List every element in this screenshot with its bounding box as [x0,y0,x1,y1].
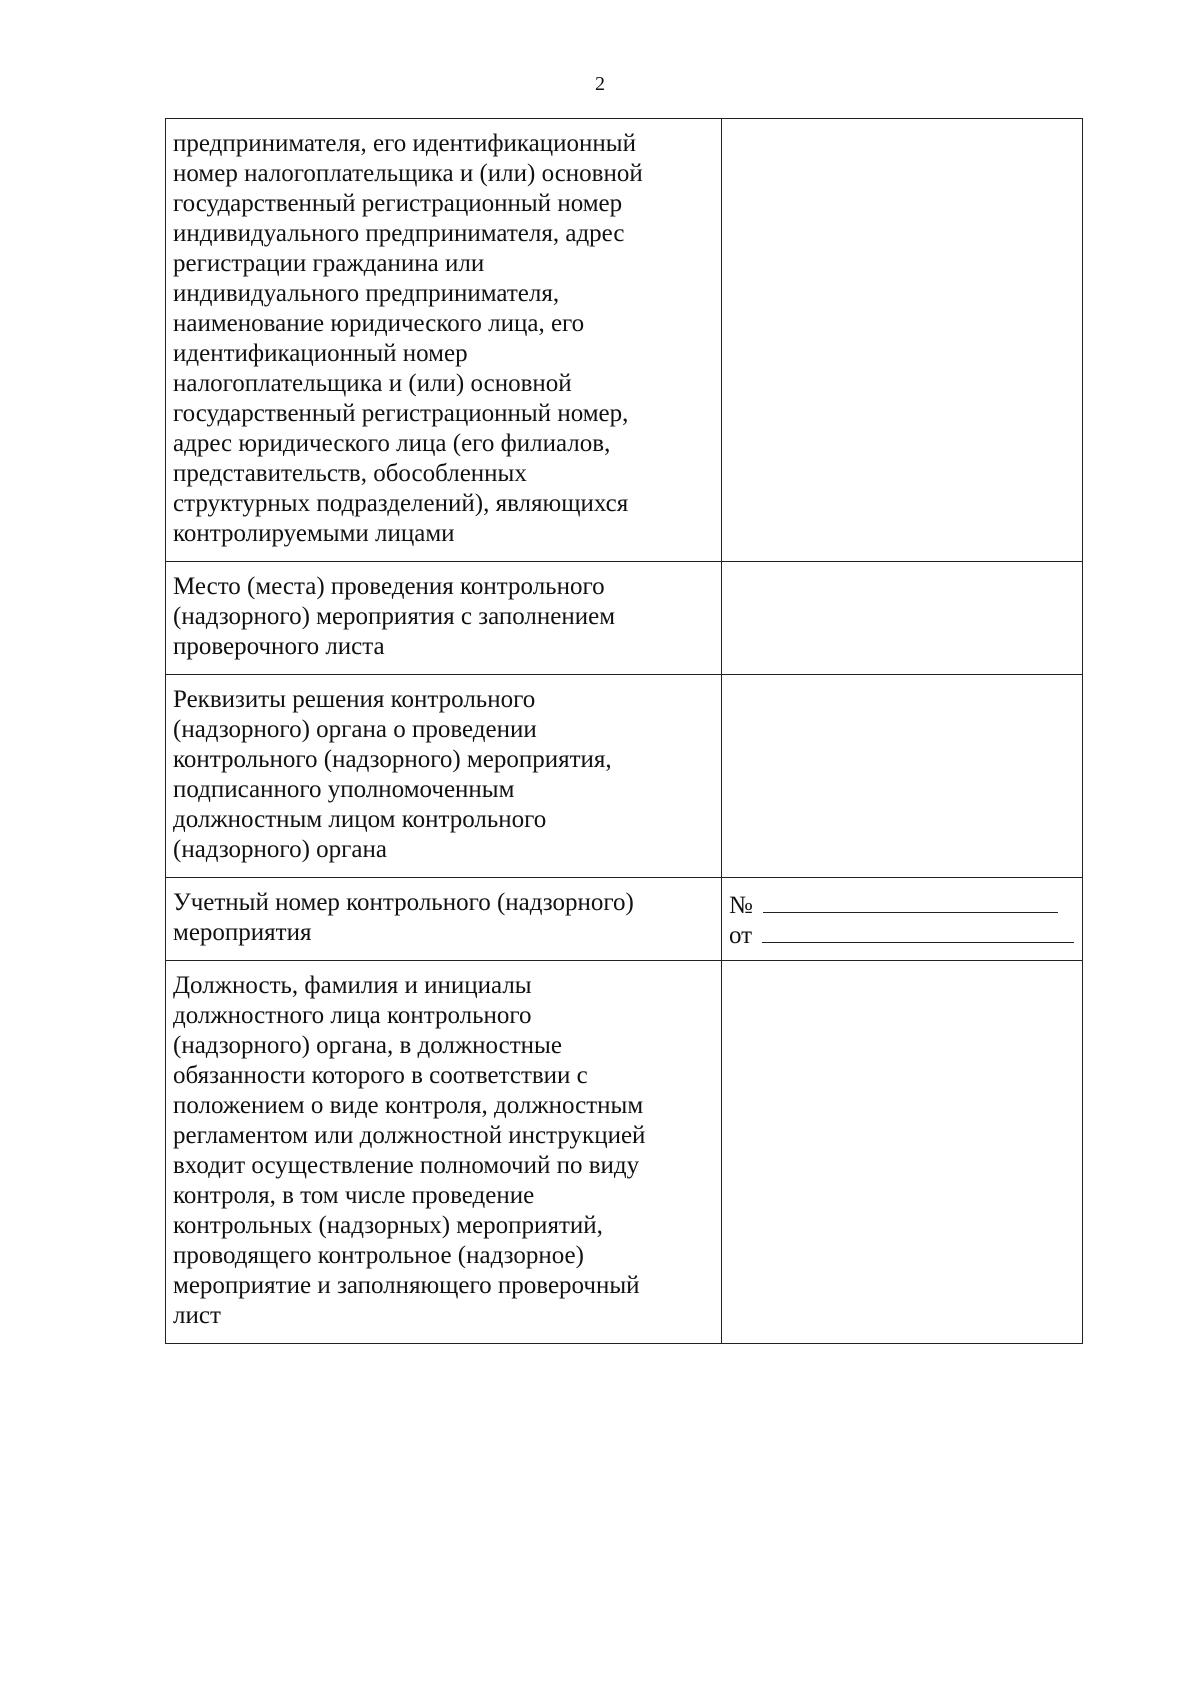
row-label-text: Учетный номер контрольного (надзорного) мероприятия [173,889,634,946]
row-label-decision-details [166,675,722,878]
row-value-event-place[interactable] [722,562,1083,675]
page-number: 2 [595,73,605,95]
row-label-registration-number [166,878,722,961]
number-sign-label: № [729,892,753,919]
date-blank-field[interactable] [762,918,1074,943]
row-label-text: предпринимателя, его идентификационный номер налогоплательщика и (или) основной государственный регистрационный номер индивидуального предпринимателя, адрес регистрации гражданина или индивидуального предпринимателя, наименование юридического лица, его идентификационный номер налогоплательщика и (или) основной государственный регистрационный номер, адрес юридического лица (его филиалов, представительств, обособленных структурных подразделений), являющихся контролируемыми лицами [173,130,643,547]
row-value-registration-number [722,878,1083,961]
row-label-text: Должность, фамилия и инициалы должностного лица контрольного (надзорного) органа, в должностные обязанности которого в соответствии с положением о виде контроля, должностным регламентом или должностной инструкцией входит осуществление полномочий по виду контроля, в том числе проведение контрольных (надзорных) мероприятий, проводящего контрольное (надзорное) мероприятие и заполняющего проверочный лист [173,972,646,1329]
table-row [166,119,1083,562]
row-value-decision-details[interactable] [722,675,1083,878]
row-label-text: Место (места) проведения контрольного (надзорного) мероприятия с заполнением проверочного листа [173,573,616,660]
date-field-line [729,918,1075,948]
table-row [166,562,1083,675]
table-row [166,675,1083,878]
number-blank-field[interactable] [763,888,1058,913]
number-field-line [729,888,1075,918]
date-from-label: от [729,922,753,949]
row-label-official-position [166,961,722,1344]
row-label-text: Реквизиты решения контрольного (надзорного) органа о проведении контрольного (надзорного) мероприятия, подписанного уполномоченным должностным лицом контрольного (надзорного) органа [173,686,612,863]
table-row [166,961,1083,1344]
row-label-controlled-persons [166,119,722,562]
row-value-controlled-persons[interactable] [722,119,1083,562]
checklist-details-table [165,118,1083,1344]
table-row [166,878,1083,961]
row-label-event-place [166,562,722,675]
row-value-official-position[interactable] [722,961,1083,1344]
